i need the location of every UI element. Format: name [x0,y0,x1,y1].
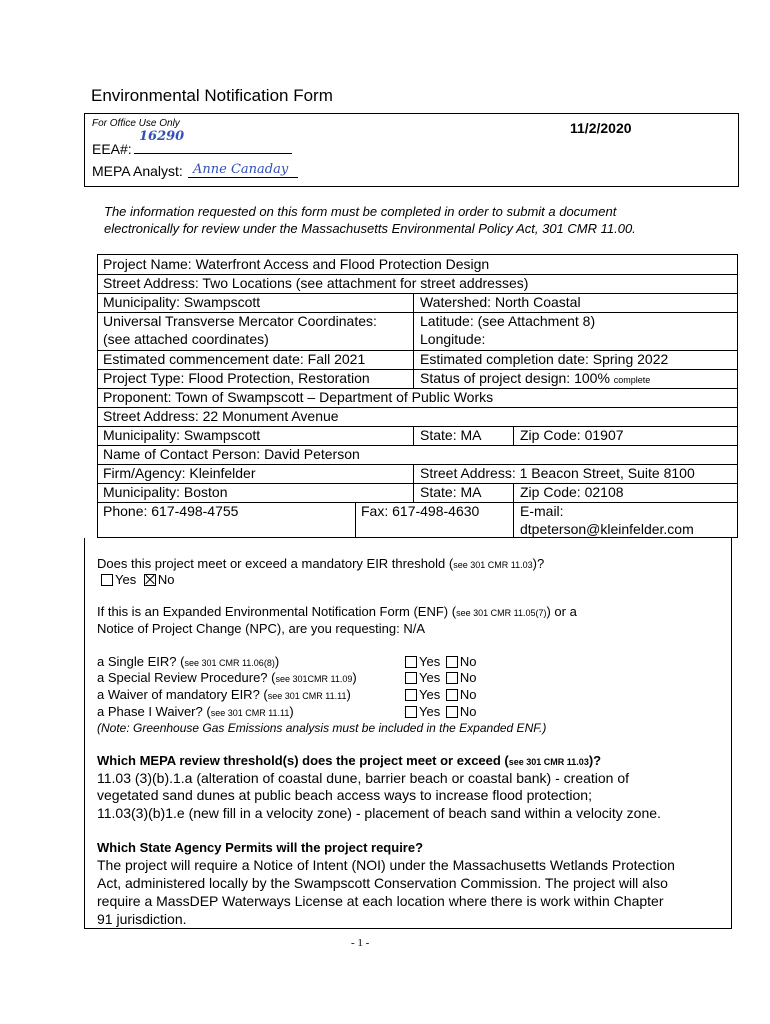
design-status-suffix: complete [613,375,651,385]
firm-state: State: MA [420,484,482,500]
project-type: Project Type: Flood Protection, Restoration [103,370,370,386]
analyst-label: MEPA Analyst: [92,163,183,179]
proponent-street: Street Address: 22 Monument Avenue [103,408,339,424]
latitude: Latitude: (see Attachment 8) [420,313,596,329]
eir-yes-checkbox[interactable] [101,574,113,586]
commencement-date: Estimated commencement date: Fall 2021 [103,351,366,367]
email-address: dtpeterson@kleinfelder.com [520,521,694,537]
longitude: Longitude: [420,331,486,347]
phone: Phone: 617-498-4755 [103,503,239,519]
proponent-municipality: Municipality: Swampscott [103,427,261,443]
project-municipality: Municipality: Swampscott [103,294,261,310]
office-use-label: For Office Use Only [92,118,180,129]
opt4-close: ) [289,704,294,719]
opt3-ref: see 301 CMR 11.11 [267,691,347,701]
opt1-ref: see 301 CMR 11.06(8) [184,658,275,668]
phase-waiver-no[interactable] [446,706,458,718]
special-review-yes-label: Yes [419,670,441,685]
special-review-no[interactable] [446,672,458,684]
threshold-answer-3: 11.03(3)(b)1.e (new fill in a velocity zone) - placement of beach sand within a velocity zone. [97,805,661,821]
eir-question-text: Does this project meet or exceed a mandatory EIR threshold ( [97,556,454,571]
enf-question-line-1 [97,604,577,619]
opt4-text: a Phase I Waiver? ( [97,704,211,719]
eir-question-end: )? [532,556,545,571]
single-eir-no-label: No [459,654,477,669]
waiver-eir-option [97,687,351,702]
firm-agency: Firm/Agency: Kleinfelder [103,465,256,481]
intro-line-1: The information requested on this form must be completed in order to submit a document [104,204,617,219]
intro-line-2: electronically for review under the Massachusetts Environmental Policy Act, 301 CMR 11.00. [104,221,636,236]
phase-waiver-yes-label: Yes [419,704,441,719]
eir-question-ref: see 301 CMR 11.03 [453,560,533,570]
utm-line-1: Universal Transverse Mercator Coordinates: [103,313,377,329]
permits-answer-1: The project will require a Notice of Intent (NOI) under the Massachusetts Wetlands Protection [97,857,675,873]
threshold-text: Which MEPA review threshold(s) does the project meet or exceed ( [97,753,509,768]
proponent: Proponent: Town of Swampscott – Department of Public Works [103,389,494,405]
special-review-option [97,670,357,685]
permits-answer-4: 91 jurisdiction. [97,911,187,927]
single-eir-no[interactable] [446,656,458,668]
threshold-answer-1: 11.03 (3)(b).1.a (alteration of coastal dune, barrier beach or coastal bank) - creation of [97,770,630,786]
proponent-state: State: MA [420,427,482,443]
permits-answer-2: Act, administered locally by the Swampscott Conservation Commission. The project will also [97,875,668,891]
ghg-note: (Note: Greenhouse Gas Emissions analysis must be included in the Expanded ENF.) [97,721,547,735]
threshold-ref: see 301 CMR 11.03 [508,757,589,767]
page-title: Environmental Notification Form [91,86,333,105]
enf-end: ) or a [546,604,577,619]
eir-answer [101,572,174,587]
opt3-text: a Waiver of mandatory EIR? ( [97,687,268,702]
page-number: - 1 - [351,937,370,949]
opt1-close: ) [274,654,280,669]
permits-question: Which State Agency Permits will the project require? [97,840,424,855]
eir-no-label: No [157,572,175,587]
single-eir-checkboxes [405,654,476,669]
project-name: Project Name: Waterfront Access and Flood Protection Design [103,256,490,272]
project-watershed: Watershed: North Coastal [420,294,581,310]
email-label: E-mail: [520,503,564,519]
project-street: Street Address: Two Locations (see attachment for street addresses) [103,275,529,291]
opt4-ref: see 301 CMR 11.11 [210,708,290,718]
threshold-answer-2: vegetated sand dunes at public beach access ways to increase flood protection; [97,787,592,803]
opt2-ref: see 301CMR 11.09 [275,674,353,684]
phase-waiver-yes[interactable] [405,706,417,718]
fax: Fax: 617-498-4630 [361,503,480,519]
firm-municipality: Municipality: Boston [103,484,228,500]
completion-date: Estimated completion date: Spring 2022 [420,351,669,367]
opt2-text: a Special Review Procedure? ( [97,670,276,685]
waiver-eir-checkboxes [405,687,476,702]
waiver-eir-yes-label: Yes [419,687,441,702]
single-eir-yes-label: Yes [419,654,441,669]
opt3-close: ) [346,687,351,702]
firm-zip: Zip Code: 02108 [520,484,624,500]
eir-no-checkbox[interactable] [144,574,156,586]
enf-question-line-2: Notice of Project Change (NPC), are you requesting: N/A [97,621,426,636]
proponent-zip: Zip Code: 01907 [520,427,624,443]
single-eir-option [97,654,279,669]
eea-label: EEA#: [92,141,132,157]
firm-street: Street Address: 1 Beacon Street, Suite 8100 [420,465,695,481]
special-review-no-label: No [459,670,477,685]
contact-person: Name of Contact Person: David Peterson [103,446,360,462]
form-date: 11/2/2020 [570,120,632,136]
single-eir-yes[interactable] [405,656,417,668]
threshold-end: )? [588,753,602,768]
eea-number: 16290 [139,129,185,144]
opt2-close: ) [352,670,357,685]
enf-ref: see 301 CMR 11.05(7) [456,608,547,618]
phase-waiver-no-label: No [459,704,477,719]
waiver-eir-no-label: No [459,687,477,702]
permits-answer-3: require a MassDEP Waterways License at each location where there is work within Chapter [97,893,664,909]
special-review-checkboxes [405,670,476,685]
enf-text: If this is an Expanded Environmental Notification Form (ENF) ( [97,604,457,619]
analyst-name: Anne Canaday [193,162,289,177]
eir-question [97,556,544,571]
phase-waiver-checkboxes [405,704,476,719]
threshold-question [97,753,601,768]
design-status-text: Status of project design: 100% [420,370,610,386]
opt1-text: a Single EIR? ( [97,654,185,669]
waiver-eir-no[interactable] [446,689,458,701]
design-status [420,370,650,386]
utm-line-2: (see attached coordinates) [103,331,269,347]
eir-yes-label: Yes [115,572,137,587]
phase-waiver-option [97,704,294,719]
waiver-eir-yes[interactable] [405,689,417,701]
special-review-yes[interactable] [405,672,417,684]
